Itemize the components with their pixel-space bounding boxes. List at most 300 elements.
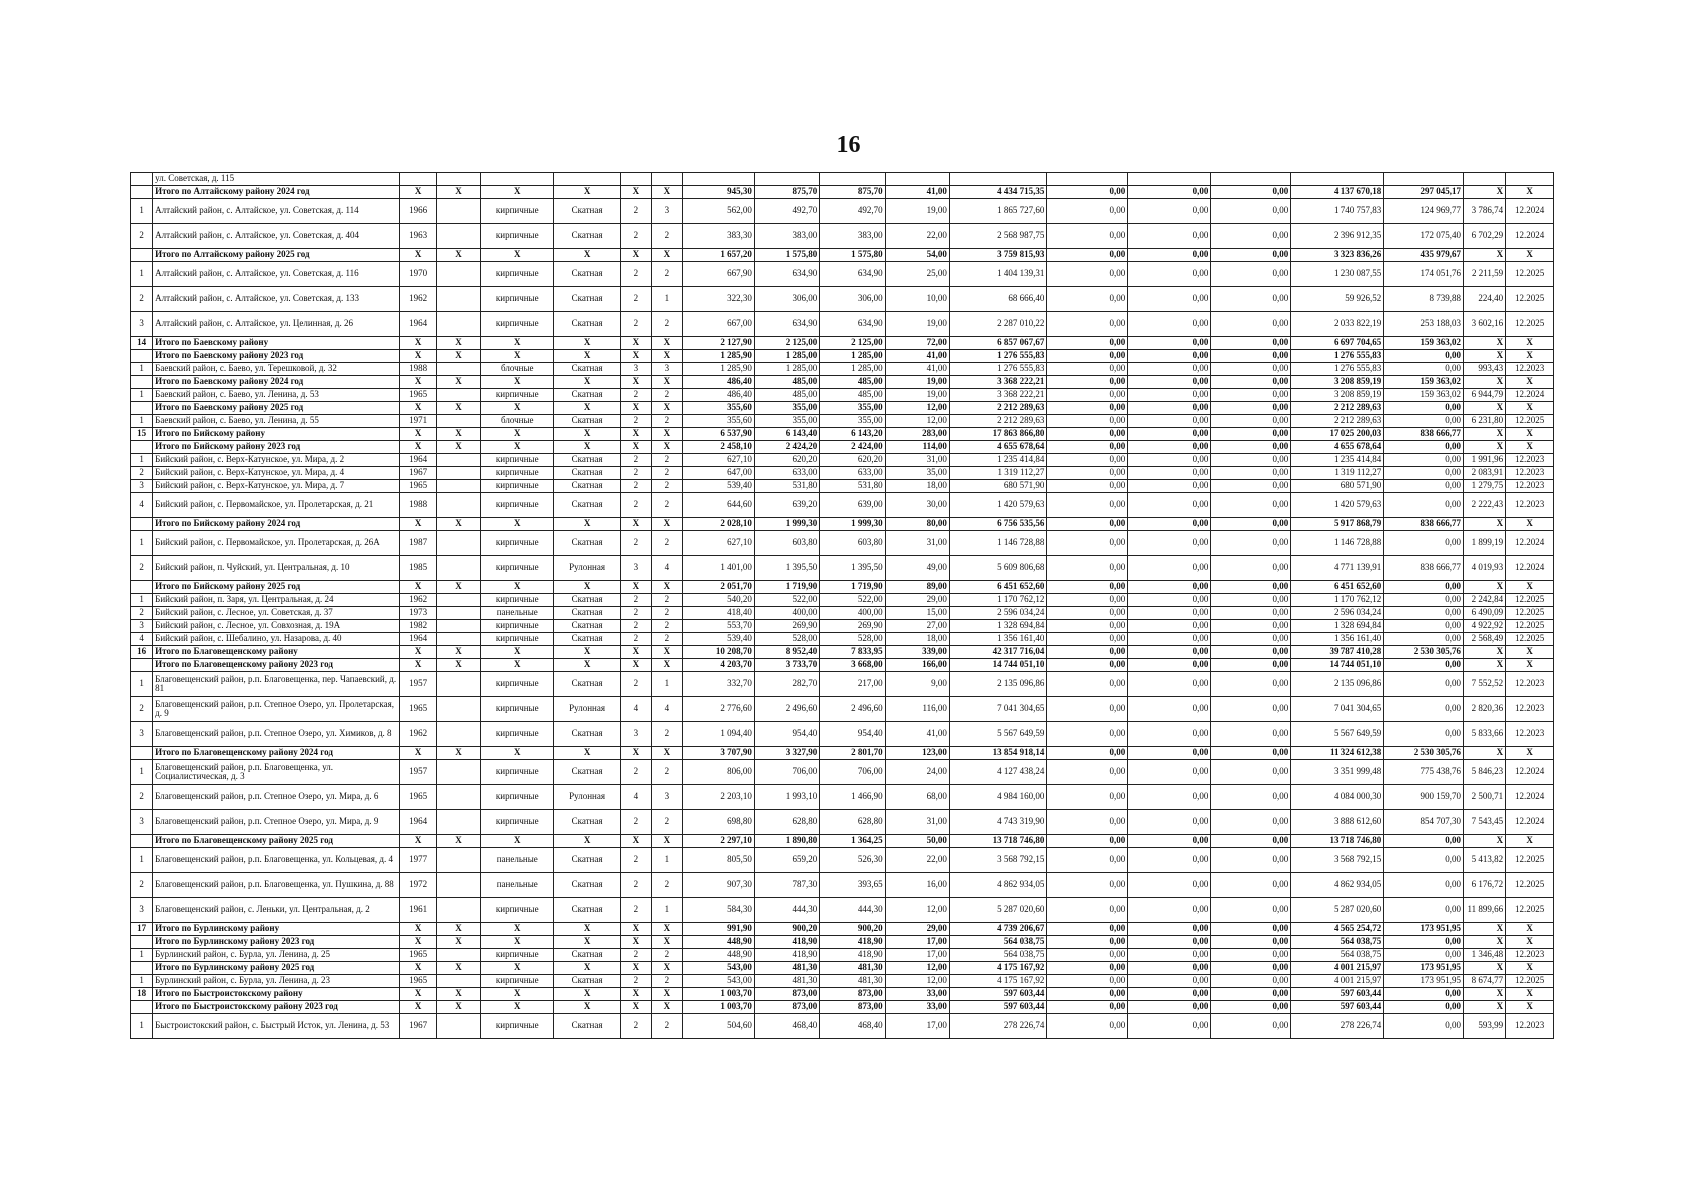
cell-regional-funds: 0,00 xyxy=(1128,389,1211,402)
cell-total-area: 355,60 xyxy=(682,402,754,415)
cell-repair-cost: 4 984 160,00 xyxy=(949,785,1047,810)
cell-federal-funds: 0,00 xyxy=(1047,415,1128,428)
cell-roof-type: X xyxy=(554,402,620,415)
cell-wall-material: X xyxy=(481,646,554,659)
total-row xyxy=(131,962,1554,975)
cell-federal-funds: 0,00 xyxy=(1047,350,1128,363)
cell-col-blank xyxy=(436,975,480,988)
cell-floors: X xyxy=(620,350,651,363)
cell-living-area: 873,00 xyxy=(754,1001,819,1014)
cell-residents: 19,00 xyxy=(885,389,949,402)
cell-entrances: X xyxy=(651,249,682,262)
total-row xyxy=(131,936,1554,949)
cell-repair-cost: 4 175 167,92 xyxy=(949,975,1047,988)
cell-built-year: X xyxy=(400,988,437,1001)
cell-living-area: 2 125,00 xyxy=(754,337,819,350)
cell-entrances: X xyxy=(651,936,682,949)
cell-address: Итого по Бийскому району xyxy=(153,428,400,441)
cell-completion-date: 12.2025 xyxy=(1506,312,1554,337)
cell-wall-material: кирпичные xyxy=(481,975,554,988)
cell-row-number: 2 xyxy=(131,467,153,480)
cell-federal-funds: 0,00 xyxy=(1047,607,1128,620)
cell-repair-cost: 17 863 866,80 xyxy=(949,428,1047,441)
cell-completion-date: 12.2023 xyxy=(1506,672,1554,697)
cell-owner-funds: 0,00 xyxy=(1384,1014,1464,1039)
cell-living-area: 1 890,80 xyxy=(754,835,819,848)
cell-col-blank: X xyxy=(436,350,480,363)
cell-total-area: 3 707,90 xyxy=(682,747,754,760)
cell-federal-funds: 0,00 xyxy=(1047,962,1128,975)
cell-total-area: 1 003,70 xyxy=(682,1001,754,1014)
cell-roof-type: Скатная xyxy=(554,672,620,697)
cell-fund-funds: 3 208 859,19 xyxy=(1291,389,1384,402)
cell-col-blank: X xyxy=(436,402,480,415)
cell-fund-funds: 39 787 410,28 xyxy=(1291,646,1384,659)
cell-residential-area: 2 496,60 xyxy=(820,697,885,722)
cell-residents: 50,00 xyxy=(885,835,949,848)
cell-address: Бийский район, с. Первомайское, ул. Пролетарская, д. 26А xyxy=(153,531,400,556)
cell-roof-type: Рулонная xyxy=(554,556,620,581)
cell-built-year: 1964 xyxy=(400,312,437,337)
cell-residents: 24,00 xyxy=(885,760,949,785)
cell-fund-funds: 17 025 200,03 xyxy=(1291,428,1384,441)
cell-living-area: 8 952,40 xyxy=(754,646,819,659)
cell-regional-funds: 0,00 xyxy=(1128,659,1211,672)
cell-roof-type: Скатная xyxy=(554,287,620,312)
cell-built-year: 1962 xyxy=(400,594,437,607)
cell-built-year: 1965 xyxy=(400,697,437,722)
cell-address: Благовещенский район, р.п. Степное Озеро, ул. Химиков, д. 8 xyxy=(153,722,400,747)
cell-residents: 166,00 xyxy=(885,659,949,672)
table-row xyxy=(131,620,1554,633)
cell-regional-funds: 0,00 xyxy=(1128,581,1211,594)
cell-wall-material: кирпичные xyxy=(481,722,554,747)
cell-residents: 283,00 xyxy=(885,428,949,441)
cell-federal-funds: 0,00 xyxy=(1047,287,1128,312)
cell-repair-cost: 1 319 112,27 xyxy=(949,467,1047,480)
cell-federal-funds: 0,00 xyxy=(1047,936,1128,949)
cell-col-blank xyxy=(436,493,480,518)
cell-wall-material: X xyxy=(481,402,554,415)
cell-built-year: X xyxy=(400,581,437,594)
cell-fund-funds: 680 571,90 xyxy=(1291,480,1384,493)
cell-fund-funds: 2 212 289,63 xyxy=(1291,402,1384,415)
cell-wall-material: X xyxy=(481,518,554,531)
cell-wall-material: кирпичные xyxy=(481,287,554,312)
total-row xyxy=(131,428,1554,441)
cell-residential-area: 873,00 xyxy=(820,1001,885,1014)
cell-entrances: 2 xyxy=(651,415,682,428)
cell-row-number: 14 xyxy=(131,337,153,350)
cell-federal-funds: 0,00 xyxy=(1047,1001,1128,1014)
cell-total-area: 486,40 xyxy=(682,389,754,402)
cell-living-area: 485,00 xyxy=(754,389,819,402)
cell-local-funds: 0,00 xyxy=(1211,312,1291,337)
cell-repair-cost: 1 170 762,12 xyxy=(949,594,1047,607)
cell-living-area: 1 999,30 xyxy=(754,518,819,531)
cell-regional-funds: 0,00 xyxy=(1128,949,1211,962)
cell-repair-cost: 2 212 289,63 xyxy=(949,415,1047,428)
cell-living-area: 355,00 xyxy=(754,402,819,415)
cell-regional-funds: 0,00 xyxy=(1128,760,1211,785)
cell-entrances: X xyxy=(651,835,682,848)
table-row xyxy=(131,810,1554,835)
cell-regional-funds: 0,00 xyxy=(1128,415,1211,428)
cell-wall-material: кирпичные xyxy=(481,760,554,785)
cell-total-area: 945,30 xyxy=(682,186,754,199)
table-row xyxy=(131,287,1554,312)
cell-row-number xyxy=(131,441,153,454)
cell-fund-funds: 564 038,75 xyxy=(1291,949,1384,962)
cell-address: Бийский район, с. Лесное, ул. Советская, д. 37 xyxy=(153,607,400,620)
cell-local-funds: 0,00 xyxy=(1211,1001,1291,1014)
cell-owner-funds: 174 051,76 xyxy=(1384,262,1464,287)
cell-cost-per-sqm: 6 702,29 xyxy=(1464,224,1506,249)
cell-roof-type: X xyxy=(554,646,620,659)
cell-roof-type: Скатная xyxy=(554,363,620,376)
cell-wall-material: X xyxy=(481,659,554,672)
cell-living-area: 628,80 xyxy=(754,810,819,835)
cell-regional-funds: 0,00 xyxy=(1128,337,1211,350)
cell-federal-funds: 0,00 xyxy=(1047,949,1128,962)
cell-built-year: 1964 xyxy=(400,633,437,646)
cell-residential-area: 418,90 xyxy=(820,936,885,949)
cell-residential-area: 522,00 xyxy=(820,594,885,607)
cell-residents: 31,00 xyxy=(885,454,949,467)
cell-federal-funds: 0,00 xyxy=(1047,988,1128,1001)
cell-built-year: 1965 xyxy=(400,949,437,962)
cell-total-area: 698,80 xyxy=(682,810,754,835)
cell-completion-date: 12.2023 xyxy=(1506,697,1554,722)
cell-floors: X xyxy=(620,659,651,672)
cell-repair-cost: 5 567 649,59 xyxy=(949,722,1047,747)
cell-address: Итого по Баевскому району 2024 год xyxy=(153,376,400,389)
cell-cost-per-sqm: 4 922,92 xyxy=(1464,620,1506,633)
cell-residents: 33,00 xyxy=(885,988,949,1001)
cell-wall-material: кирпичные xyxy=(481,594,554,607)
cell-residents: 18,00 xyxy=(885,480,949,493)
cell-floors: 2 xyxy=(620,312,651,337)
cell-residents: 25,00 xyxy=(885,262,949,287)
cell-owner-funds: 0,00 xyxy=(1384,531,1464,556)
cell-fund-funds: 1 170 762,12 xyxy=(1291,594,1384,607)
cell-repair-cost: 680 571,90 xyxy=(949,480,1047,493)
cell-regional-funds: 0,00 xyxy=(1128,923,1211,936)
cell-roof-type: Скатная xyxy=(554,224,620,249)
cell-col-blank: X xyxy=(436,441,480,454)
cell-built-year: X xyxy=(400,186,437,199)
cell-owner-funds: 0,00 xyxy=(1384,949,1464,962)
cell-wall-material: кирпичные xyxy=(481,697,554,722)
cell-fund-funds: 1 328 694,84 xyxy=(1291,620,1384,633)
cell-local-funds: 0,00 xyxy=(1211,287,1291,312)
cell-completion-date: X xyxy=(1506,1001,1554,1014)
cell-floors: X xyxy=(620,581,651,594)
cell-local-funds: 0,00 xyxy=(1211,518,1291,531)
cell-residents: 17,00 xyxy=(885,1014,949,1039)
cell-residential-area: 1 285,00 xyxy=(820,363,885,376)
cell-floors xyxy=(620,173,651,186)
cell-federal-funds: 0,00 xyxy=(1047,898,1128,923)
cell-entrances: 2 xyxy=(651,722,682,747)
cell-col-blank xyxy=(436,480,480,493)
cell-completion-date: 12.2023 xyxy=(1506,480,1554,493)
cell-federal-funds: 0,00 xyxy=(1047,262,1128,287)
cell-roof-type: X xyxy=(554,376,620,389)
cell-floors: 2 xyxy=(620,480,651,493)
cell-built-year: 1988 xyxy=(400,363,437,376)
cell-wall-material: X xyxy=(481,835,554,848)
cell-fund-funds: 1 740 757,83 xyxy=(1291,199,1384,224)
cell-owner-funds: 2 530 305,76 xyxy=(1384,646,1464,659)
cell-owner-funds: 0,00 xyxy=(1384,1001,1464,1014)
table-row xyxy=(131,722,1554,747)
cell-repair-cost: 3 568 792,15 xyxy=(949,848,1047,873)
cell-wall-material: кирпичные xyxy=(481,620,554,633)
cell-entrances: 2 xyxy=(651,633,682,646)
cell-residential-area: 526,30 xyxy=(820,848,885,873)
cell-residents: 12,00 xyxy=(885,415,949,428)
cell-residents: 114,00 xyxy=(885,441,949,454)
cell-fund-funds: 6 697 704,65 xyxy=(1291,337,1384,350)
cell-row-number xyxy=(131,1001,153,1014)
cell-row-number: 2 xyxy=(131,785,153,810)
cell-owner-funds: 0,00 xyxy=(1384,722,1464,747)
cell-regional-funds xyxy=(1128,173,1211,186)
cell-roof-type: Скатная xyxy=(554,975,620,988)
cell-repair-cost: 3 368 222,21 xyxy=(949,389,1047,402)
cell-federal-funds: 0,00 xyxy=(1047,620,1128,633)
cell-row-number: 1 xyxy=(131,760,153,785)
cell-regional-funds: 0,00 xyxy=(1128,350,1211,363)
cell-built-year: X xyxy=(400,249,437,262)
cell-entrances: X xyxy=(651,962,682,975)
cell-floors: X xyxy=(620,441,651,454)
cell-regional-funds: 0,00 xyxy=(1128,936,1211,949)
cell-federal-funds: 0,00 xyxy=(1047,785,1128,810)
cell-address: Итого по Баевскому району xyxy=(153,337,400,350)
cell-total-area: 448,90 xyxy=(682,949,754,962)
cell-cost-per-sqm: 2 820,36 xyxy=(1464,697,1506,722)
cell-address: Бийский район, п. Заря, ул. Центральная, д. 24 xyxy=(153,594,400,607)
cell-living-area: 528,00 xyxy=(754,633,819,646)
cell-repair-cost: 4 175 167,92 xyxy=(949,962,1047,975)
cell-federal-funds: 0,00 xyxy=(1047,747,1128,760)
cell-entrances: 1 xyxy=(651,287,682,312)
cell-built-year: 1977 xyxy=(400,848,437,873)
cell-residential-area: 873,00 xyxy=(820,988,885,1001)
cell-local-funds: 0,00 xyxy=(1211,376,1291,389)
cell-regional-funds: 0,00 xyxy=(1128,199,1211,224)
cell-regional-funds: 0,00 xyxy=(1128,518,1211,531)
cell-cost-per-sqm: X xyxy=(1464,337,1506,350)
cell-address: Баевский район, с. Баево, ул. Ленина, д. 53 xyxy=(153,389,400,402)
cell-entrances: 2 xyxy=(651,224,682,249)
cell-owner-funds: 0,00 xyxy=(1384,415,1464,428)
cell-residents: 22,00 xyxy=(885,848,949,873)
cell-row-number: 1 xyxy=(131,262,153,287)
cell-row-number xyxy=(131,186,153,199)
cell-regional-funds: 0,00 xyxy=(1128,810,1211,835)
cell-local-funds: 0,00 xyxy=(1211,389,1291,402)
cell-total-area: 332,70 xyxy=(682,672,754,697)
cell-address: Итого по Алтайскому району 2025 год xyxy=(153,249,400,262)
cell-residents: 72,00 xyxy=(885,337,949,350)
cell-completion-date: X xyxy=(1506,337,1554,350)
cell-regional-funds: 0,00 xyxy=(1128,531,1211,556)
cell-address: Бийский район, с. Лесное, ул. Совхозная, д. 19А xyxy=(153,620,400,633)
cell-cost-per-sqm: 2 242,84 xyxy=(1464,594,1506,607)
cell-residential-area xyxy=(820,173,885,186)
cell-fund-funds: 5 287 020,60 xyxy=(1291,898,1384,923)
cell-built-year: X xyxy=(400,441,437,454)
cell-wall-material: кирпичные xyxy=(481,224,554,249)
cell-residential-area: 1 364,25 xyxy=(820,835,885,848)
cell-fund-funds: 1 276 555,83 xyxy=(1291,363,1384,376)
cell-cost-per-sqm: 11 899,66 xyxy=(1464,898,1506,923)
cell-repair-cost: 7 041 304,65 xyxy=(949,697,1047,722)
cell-entrances: 2 xyxy=(651,389,682,402)
cell-floors: 2 xyxy=(620,199,651,224)
cell-owner-funds: 0,00 xyxy=(1384,480,1464,493)
cell-row-number xyxy=(131,173,153,186)
cell-entrances: X xyxy=(651,988,682,1001)
cell-federal-funds: 0,00 xyxy=(1047,659,1128,672)
cell-residents: 339,00 xyxy=(885,646,949,659)
cell-total-area: 627,10 xyxy=(682,531,754,556)
cell-completion-date: X xyxy=(1506,835,1554,848)
cell-regional-funds: 0,00 xyxy=(1128,556,1211,581)
cell-row-number xyxy=(131,376,153,389)
cell-wall-material: X xyxy=(481,962,554,975)
table-row xyxy=(131,873,1554,898)
cell-roof-type: X xyxy=(554,835,620,848)
cell-roof-type: X xyxy=(554,923,620,936)
table-row xyxy=(131,173,1554,186)
cell-built-year: 1965 xyxy=(400,975,437,988)
cell-living-area: 282,70 xyxy=(754,672,819,697)
cell-fund-funds: 2 033 822,19 xyxy=(1291,312,1384,337)
cell-living-area: 620,20 xyxy=(754,454,819,467)
cell-entrances: X xyxy=(651,376,682,389)
housing-repair-table xyxy=(130,172,1554,1039)
cell-completion-date: X xyxy=(1506,518,1554,531)
cell-address: Благовещенский район, р.п. Благовещенка, ул. Социалистическая, д. 3 xyxy=(153,760,400,785)
cell-floors: 4 xyxy=(620,785,651,810)
cell-cost-per-sqm: 2 500,71 xyxy=(1464,785,1506,810)
cell-total-area: 543,00 xyxy=(682,962,754,975)
cell-federal-funds: 0,00 xyxy=(1047,975,1128,988)
cell-built-year: 1957 xyxy=(400,672,437,697)
cell-entrances: 2 xyxy=(651,531,682,556)
cell-residential-area: 3 668,00 xyxy=(820,659,885,672)
cell-residents: 29,00 xyxy=(885,594,949,607)
cell-total-area: 539,40 xyxy=(682,633,754,646)
cell-living-area: 1 285,00 xyxy=(754,363,819,376)
cell-local-funds: 0,00 xyxy=(1211,672,1291,697)
cell-living-area xyxy=(754,173,819,186)
cell-repair-cost: 4 434 715,35 xyxy=(949,186,1047,199)
cell-regional-funds: 0,00 xyxy=(1128,467,1211,480)
cell-col-blank: X xyxy=(436,988,480,1001)
cell-address: Бийский район, с. Верх-Катунское, ул. Мира, д. 7 xyxy=(153,480,400,493)
cell-roof-type: X xyxy=(554,186,620,199)
cell-row-number: 1 xyxy=(131,363,153,376)
cell-roof-type: Рулонная xyxy=(554,697,620,722)
cell-wall-material: кирпичные xyxy=(481,467,554,480)
cell-wall-material: блочные xyxy=(481,415,554,428)
cell-owner-funds: 0,00 xyxy=(1384,633,1464,646)
cell-cost-per-sqm: 7 552,52 xyxy=(1464,672,1506,697)
cell-entrances: X xyxy=(651,1001,682,1014)
cell-local-funds: 0,00 xyxy=(1211,962,1291,975)
cell-living-area: 492,70 xyxy=(754,199,819,224)
total-row xyxy=(131,376,1554,389)
cell-floors: 2 xyxy=(620,975,651,988)
cell-floors: 2 xyxy=(620,262,651,287)
cell-entrances: 2 xyxy=(651,873,682,898)
cell-fund-funds: 4 084 000,30 xyxy=(1291,785,1384,810)
cell-residents: 19,00 xyxy=(885,376,949,389)
cell-address: Алтайский район, с. Алтайское, ул. Советская, д. 133 xyxy=(153,287,400,312)
cell-living-area: 1 993,10 xyxy=(754,785,819,810)
cell-roof-type: Скатная xyxy=(554,454,620,467)
cell-federal-funds: 0,00 xyxy=(1047,923,1128,936)
cell-completion-date: 12.2023 xyxy=(1506,363,1554,376)
cell-owner-funds: 172 075,40 xyxy=(1384,224,1464,249)
cell-total-area: 2 458,10 xyxy=(682,441,754,454)
table-row xyxy=(131,594,1554,607)
cell-residential-area: 2 125,00 xyxy=(820,337,885,350)
cell-fund-funds: 1 235 414,84 xyxy=(1291,454,1384,467)
cell-living-area: 418,90 xyxy=(754,949,819,962)
cell-regional-funds: 0,00 xyxy=(1128,287,1211,312)
cell-wall-material: панельные xyxy=(481,873,554,898)
table-row xyxy=(131,199,1554,224)
cell-roof-type: X xyxy=(554,962,620,975)
cell-roof-type: Скатная xyxy=(554,480,620,493)
cell-roof-type: Скатная xyxy=(554,415,620,428)
cell-roof-type: Рулонная xyxy=(554,785,620,810)
cell-floors: 3 xyxy=(620,556,651,581)
cell-col-blank xyxy=(436,199,480,224)
cell-residential-area: 7 833,95 xyxy=(820,646,885,659)
cell-federal-funds: 0,00 xyxy=(1047,454,1128,467)
cell-repair-cost: 13 718 746,80 xyxy=(949,835,1047,848)
cell-built-year: X xyxy=(400,962,437,975)
cell-federal-funds: 0,00 xyxy=(1047,199,1128,224)
table-row xyxy=(131,493,1554,518)
cell-living-area: 3 733,70 xyxy=(754,659,819,672)
cell-entrances: 2 xyxy=(651,262,682,287)
cell-owner-funds: 8 739,88 xyxy=(1384,287,1464,312)
cell-total-area: 2 776,60 xyxy=(682,697,754,722)
cell-living-area: 954,40 xyxy=(754,722,819,747)
cell-regional-funds: 0,00 xyxy=(1128,1014,1211,1039)
cell-living-area: 383,00 xyxy=(754,224,819,249)
cell-residential-area: 418,90 xyxy=(820,949,885,962)
cell-wall-material: X xyxy=(481,428,554,441)
cell-floors: X xyxy=(620,962,651,975)
cell-repair-cost: 4 127 438,24 xyxy=(949,760,1047,785)
cell-wall-material: кирпичные xyxy=(481,633,554,646)
cell-row-number xyxy=(131,962,153,975)
cell-owner-funds: 0,00 xyxy=(1384,988,1464,1001)
cell-regional-funds: 0,00 xyxy=(1128,186,1211,199)
cell-address: Быстроистокский район, с. Быстрый Исток, ул. Ленина, д. 53 xyxy=(153,1014,400,1039)
cell-federal-funds: 0,00 xyxy=(1047,646,1128,659)
cell-fund-funds: 5 917 868,79 xyxy=(1291,518,1384,531)
